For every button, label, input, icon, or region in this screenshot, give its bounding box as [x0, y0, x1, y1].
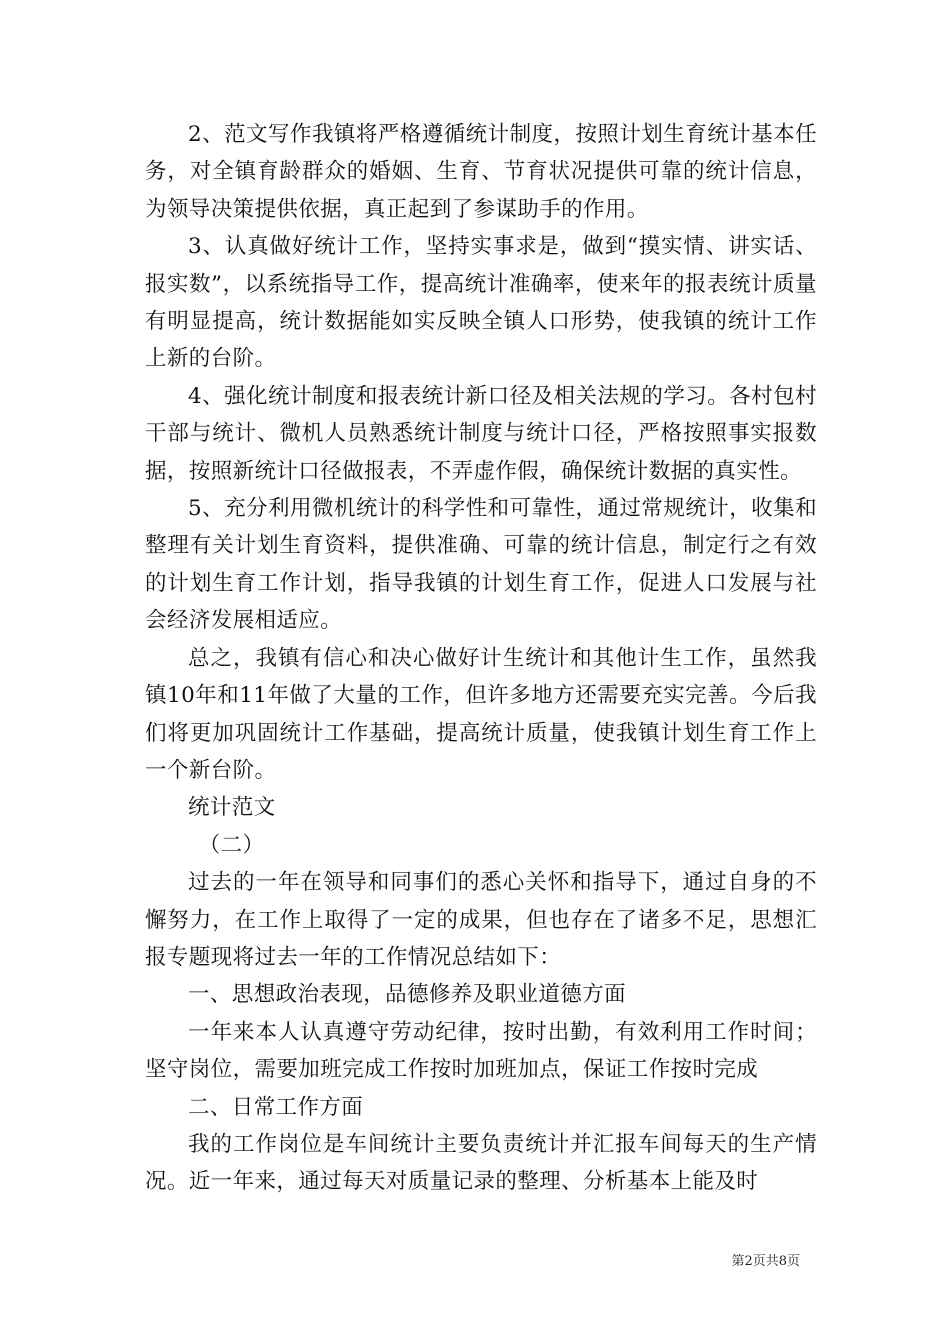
paragraph-item-5: 5、充分利用微机统计的科学性和可靠性，通过常规统计，收集和整理有关计划生育资料，提供准确、可靠的统计信息，制定行之有效的计划生育工作计划，指导我镇的计划生育工作，促进人口发展与社会经济发展相适应。	[145, 496, 817, 634]
paragraph-item-2: 2、范文写作我镇将严格遵循统计制度，按照计划生育统计基本任务，对全镇育龄群众的婚姻、生育、节育状况提供可靠的统计信息，为领导决策提供依据，真正起到了参谋助手的作用。	[145, 122, 817, 222]
heading-ideology: 一、思想政治表现，品德修养及职业道德方面	[188, 982, 627, 1008]
paragraph-discipline: 一年来本人认真遵守劳动纪律，按时出勤，有效利用工作时间；坚守岗位，需要加班完成工作按时加班加点，保证工作按时完成	[145, 1019, 817, 1083]
paragraph-summary: 总之，我镇有信心和决心做好计生统计和其他计生工作，虽然我镇10年和11年做了大量的工作，但许多地方还需要充实完善。今后我们将更加巩固统计工作基础，提高统计质量，使我镇计划生育工作上一个新台阶。	[145, 645, 817, 783]
paragraph-daily-work: 我的工作岗位是车间统计主要负责统计并汇报车间每天的生产情况。近一年来，通过每天对质量记录的整理、分析基本上能及时	[145, 1131, 817, 1195]
paragraph-item-4: 4、强化统计制度和报表统计新口径及相关法规的学习。各村包村干部与统计、微机人员熟悉统计制度与统计口径，严格按照事实报数据，按照新统计口径做报表，不弄虚作假，确保统计数据的真实性。	[145, 383, 817, 484]
section-title: 统计范文	[188, 795, 276, 821]
paragraph-item-3: 3、认真做好统计工作，坚持实事求是，做到“摸实情、讲实话、报实数”，以系统指导工作，提高统计准确率，使来年的报表统计质量有明显提高，统计数据能如实反映全镇人口形势，使我镇的统计工作上新的台阶。	[145, 234, 817, 372]
page-number: 第2页共8页	[731, 1254, 800, 1269]
section-number: （二）	[198, 832, 265, 858]
paragraph-intro: 过去的一年在领导和同事们的悉心关怀和指导下，通过自身的不懈努力，在工作上取得了一定的成果，但也存在了诸多不足，思想汇报专题现将过去一年的工作情况总结如下：	[145, 870, 817, 970]
document-body	[145, 116, 817, 1201]
heading-daily-work: 二、日常工作方面	[188, 1094, 364, 1120]
